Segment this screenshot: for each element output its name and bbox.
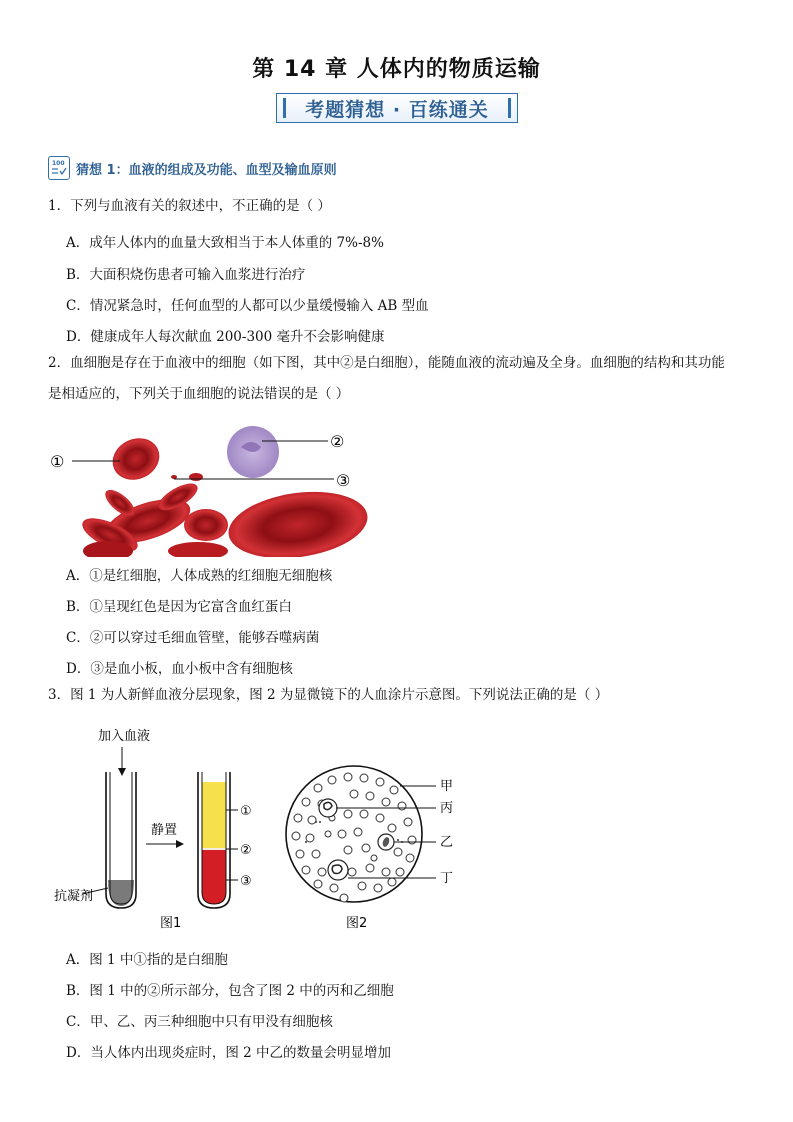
q3-option-b: B．图 1 中的②所示部分，包含了图 2 中的丙和乙细胞 [66,983,394,999]
q3-option-d: D．当人体内出现炎症时，图 2 中乙的数量会明显增加 [66,1045,391,1061]
layer-label-1: ① [240,804,252,819]
rbc-background [78,473,368,557]
q1-option-a: A．成年人体内的血量大致相当于本人体重的 7%-8% [66,235,384,251]
section-heading [48,154,337,182]
q2-stem-line1: 2．血细胞是存在于血液中的细胞（如下图，其中②是白细胞），能随血液的流动遍及全身。血细胞的结构和其功能 [48,355,725,371]
banner-text: 考题猜想 · 百练通关 [305,98,489,121]
figure1-caption: 图1 [160,916,182,931]
banner [276,93,518,123]
section-label: 猜想 1：血液的组成及功能、血型及输血原则 [76,162,337,178]
page-title: 第 14 章 人体内的物质运输 [252,57,541,82]
svg-text:100: 100 [52,160,65,167]
q2-option-c: C．②可以穿过毛细血管壁，能够吞噬病菌 [66,630,320,646]
q1-stem: 1．下列与血液有关的叙述中，不正确的是（ ） [48,198,331,214]
figure-label-1: ① [50,452,65,471]
q3-option-a: A．图 1 中①指的是白细胞 [66,952,228,968]
fig2-label-ding: 丁 [440,871,454,886]
figure-label-3: ③ [336,471,351,490]
stand-label: 静置 [151,823,178,838]
score-100-icon [48,156,70,180]
add-blood-label: 加入血液 [98,729,151,744]
cell-ding [328,860,348,880]
q2-option-b: B．①呈现红色是因为它富含血红蛋白 [66,599,292,615]
q1-option-d: D．健康成年人每次献血 200-300 毫升不会影响健康 [66,329,385,345]
blood-layer-figure [48,722,468,934]
tube-after [198,772,230,908]
q2-option-d: D．③是血小板，血小板中含有细胞核 [66,661,293,677]
anticoagulant-label: 抗凝剂 [54,889,94,904]
tube-before [106,772,136,908]
banner-left-bar [283,98,286,118]
q1-option-c: C．情况紧急时，任何血型的人都可以少量缓慢输入 AB 型血 [66,298,429,314]
q3-option-c: C．甲、乙、丙三种细胞中只有甲没有细胞核 [66,1014,333,1030]
platelet [171,475,177,479]
q2-option-a: A．①是红细胞，人体成熟的红细胞无细胞核 [66,568,333,584]
layer-label-3: ③ [240,874,252,889]
fig2-label-yi: 乙 [440,835,454,850]
q3-stem: 3．图 1 为人新鲜血液分层现象，图 2 为显微镜下的人血涂片示意图。下列说法正确的是（ ） [48,687,609,703]
fig2-label-jia: 甲 [440,779,454,794]
banner-right-bar [508,98,511,118]
q1-option-b: B．大面积烧伤患者可输入血浆进行治疗 [66,267,306,283]
red-blood-cell [106,431,166,488]
cell-bing [319,799,337,817]
q2-stem-line2: 是相适应的，下列关于血细胞的说法错误的是（ ） [48,386,350,402]
blood-cell-figure [48,425,368,557]
figure-label-2: ② [330,432,345,451]
figure2-caption: 图2 [346,916,368,931]
fig2-label-bing: 丙 [440,801,454,816]
layer-label-2: ② [240,843,252,858]
cell-yi [378,834,394,850]
